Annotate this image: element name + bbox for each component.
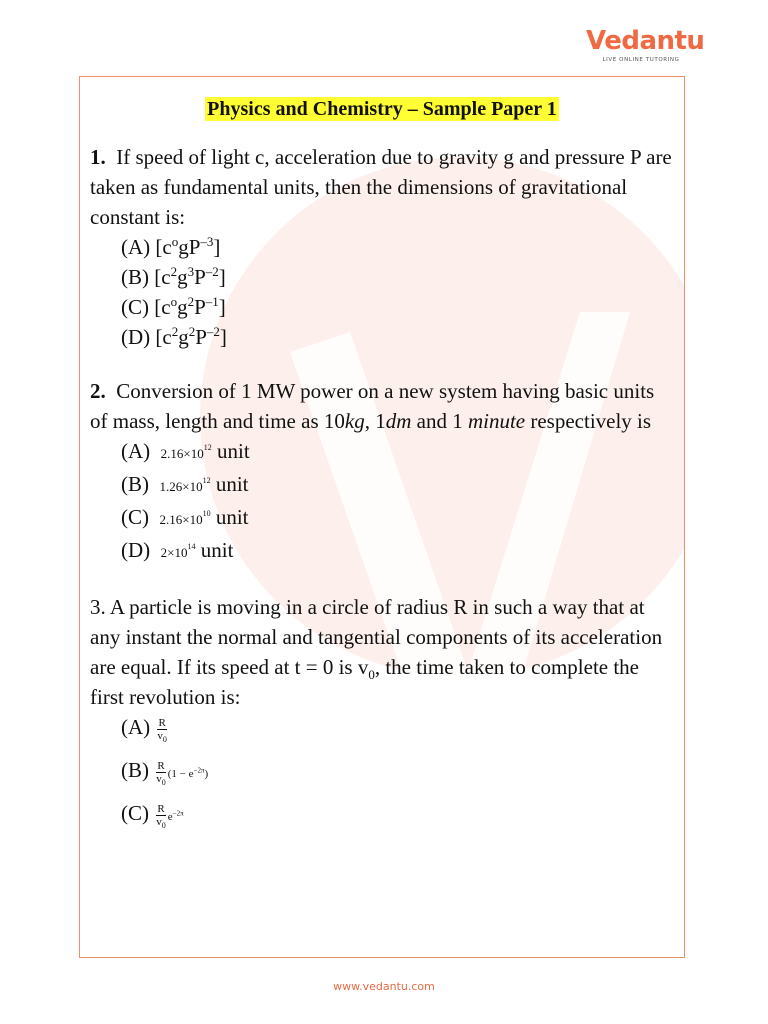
q2-option-a: (A) $2.16\times 10^{12}$ unit bbox=[121, 439, 250, 463]
vedantu-logo bbox=[586, 26, 705, 64]
q2-option-d: (D) $2\times 10^{14}$ unit bbox=[121, 538, 234, 562]
question-1: 1. If speed of light c, acceleration due to gravity g and pressure P are taken as fundamental units, then the dimensions of gravitational constant is: bbox=[90, 145, 672, 229]
fraction: $\frac{R}{v_0}$ bbox=[156, 802, 166, 830]
q1-option-c: (C) $[c^og^2P^{-1}]$ bbox=[121, 294, 226, 319]
brand-tagline: LIVE ONLINE TUTORING bbox=[602, 57, 680, 63]
fraction: $\frac{R}{v_0}$ bbox=[157, 716, 167, 744]
q1-option-a: (A) $[c^ogP^{-3}]$ bbox=[121, 234, 221, 259]
footer-url[interactable]: www.vedantu.com bbox=[333, 980, 435, 993]
q2-option-c: (C) $2.16\times 10^{10}$ unit bbox=[121, 505, 249, 529]
paper-title: Physics and Chemistry – Sample Paper 1 bbox=[207, 98, 557, 120]
brand-name: Vedantu bbox=[586, 26, 705, 56]
paper-content bbox=[90, 93, 674, 841]
question-3: 3. A particle is moving in a circle of radius R in such a way that at any instant the normal and tangential components of its acceleration are equal. If its speed at t = 0 is $v_0$, the time taken to complete the first revolution is: bbox=[90, 595, 663, 709]
q1-option-b: (B) $[c^2g^3P^{-2}]$ bbox=[121, 264, 226, 289]
page-frame bbox=[79, 76, 685, 958]
q3-option-a: (A) $\frac{R}{v_0}$ bbox=[121, 715, 167, 744]
q2-option-b: (B) $1.26\times 10^{12}$ unit bbox=[121, 472, 249, 496]
q3-option-b: (B) $\frac{R}{v_0}$ $(1 - e^{-2\pi})$ bbox=[121, 758, 209, 787]
q1-option-d: (D) $[c^2g^2P^{-2}]$ bbox=[121, 324, 227, 349]
q3-option-c: (C) $\frac{R}{v_0}$ $e^{-2\pi}$ bbox=[121, 801, 184, 830]
fraction: $\frac{R}{v_0}$ bbox=[156, 759, 166, 787]
question-2: 2. Conversion of 1 MW power on a new system having basic units of mass, length and time as 10kg, 1dm and 1 minute respectively is bbox=[90, 379, 655, 433]
